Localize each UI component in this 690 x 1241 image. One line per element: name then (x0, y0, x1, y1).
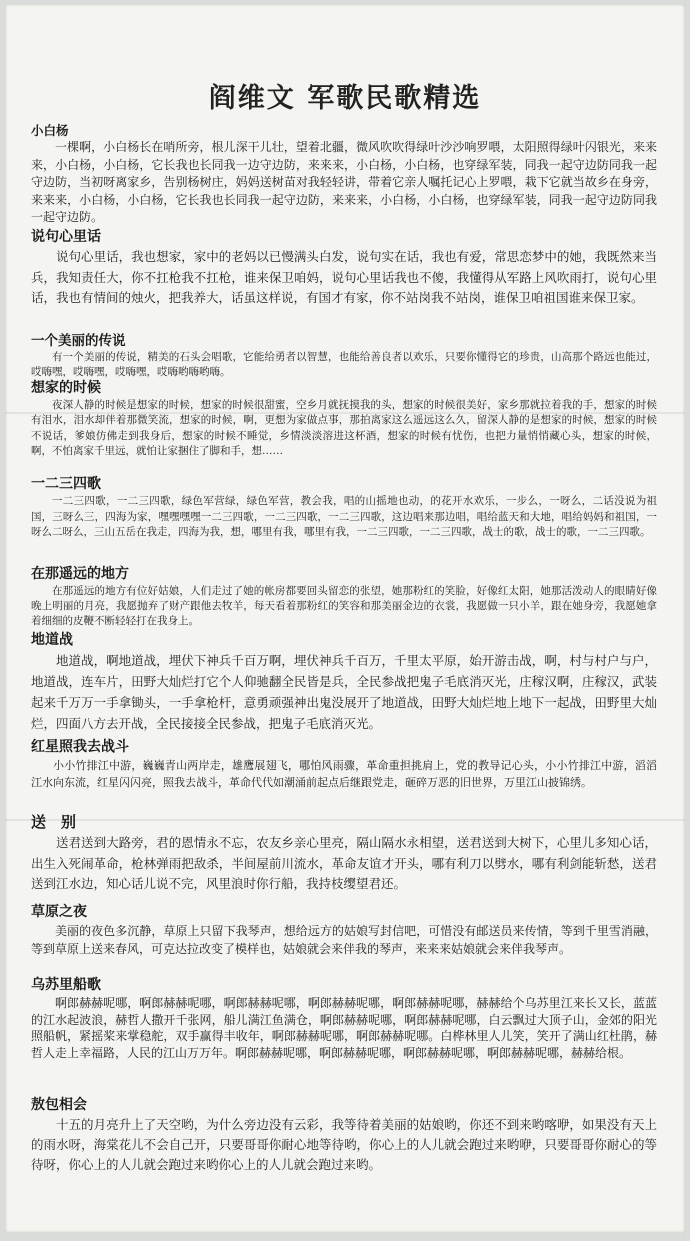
song-title: 地道战 (31, 632, 73, 648)
song-yiersansige (31, 475, 657, 565)
song-lyrics: 十五的月亮升上了天空哟，为什么旁边没有云彩，我等待着美丽的姑娘哟，你还不到来哟喀咿，如果没有天上的雨水呀，海棠花儿不会自己开，只要哥哥你耐心地等待哟，你心上的人儿就会跑过来哟咿，只要哥哥你耐心的等待呀，你心上的人儿就会跑过来哟你心上的人儿就会跑过来哟。 (31, 1117, 657, 1172)
song-title: 送 别 (31, 813, 77, 831)
song-title: 乌苏里船歌 (31, 977, 101, 993)
song-shuojuxinlihua (31, 228, 657, 333)
song-title: 说句心里话 (31, 229, 101, 245)
document-title: 阎维文 军歌民歌精选 (208, 83, 482, 114)
song-lyrics: 地道战，啊地道战，埋伏下神兵千百万啊，埋伏神兵千百万，千里太平原，始开游击战，啊，村与村户与户，地道战，连车片，田野大灿烂打它个人仰驰翻全民皆是兵，全民参战把鬼子毛底消灭光，庄稼汉啊，庄稼汉，武装起来千万万一手拿锄头，一手拿枪杆，意勇顽强神出鬼没展开了地道战，田野大灿烂地上地下一起战，田野里大灿烂，四面八方去开战，全民接接全民参战，把鬼子毛底消灭光。 (31, 653, 657, 731)
song-lyrics: 美丽的夜色多沉静，草原上只留下我琴声，想给远方的姑娘写封信吧，可惜没有邮送员来传情，等到千里雪消融，等到草原上送来春风，可克达拉改变了模样也，姑娘就会来伴我的琴声，来来来姑娘就会来伴我琴声。 (31, 924, 657, 956)
song-title: 小白杨 (31, 123, 69, 138)
song-lyrics: 夜深人静的时候是想家的时候，想家的时候很甜蜜，空乡月就抚摸我的头，想家的时候很美好，家乡那就拉着我的手，想家的时候有泪水，泪水却伴着那微笑流，想家的时候，啊，更想为家做点事，那拍离家这么遥远这么久，留深人静的是想家的时候，想家的时候不说话，爹娘仿佛走到我身后，想家的时候不睡觉，乡情淡淡溶进这杯酒，想家的时候有忧伤，也把力量悄悄藏心头，想家的时候，啊，不怕离家千里远，就怕让家捆住了脚和手，想…… (31, 399, 657, 457)
song-title: 一二三四歌 (31, 476, 101, 492)
song-xiaobaiyang (31, 122, 657, 228)
song-title: 红星照我去战斗 (31, 739, 129, 755)
song-title: 想家的时候 (31, 380, 101, 396)
song-didaozhan (31, 630, 657, 738)
song-wusulichuange (31, 976, 657, 1096)
song-title: 敖包相会 (31, 1097, 87, 1113)
song-title: 一个美丽的传说 (31, 333, 126, 349)
song-list (31, 122, 657, 1201)
song-title: 草原之夜 (31, 904, 87, 920)
song-title: 在那遥远的地方 (31, 566, 129, 582)
song-lyrics: 一棵啊，小白杨长在哨所旁，根儿深干儿壮，望着北疆，微风吹吹得绿叶沙沙响罗喂，太阳照得绿叶闪银光，来来来，小白杨，小白杨，它长我也长同我一边守边防，来来来，小白杨，小白杨，也穿绿军装，同我一起守边防同我一起守边防，当初呀离家乡，告别杨树庄，妈妈送树苗对我轻轻讲，带着它亲人嘱托记心上罗喂，栽下它就当故乡在身旁，来来来，小白杨，小白杨，它长我也长同我一起守边防，来来来，小白杨，小白杨，也穿绿军装，同我一起守边防同我一起守边防。 (31, 140, 657, 225)
song-lyrics: 在那遥远的地方有位好姑娘，人们走过了她的帐房都要回头留恋的张望，她那粉红的笑脸，好像红太阳，她那活泼动人的眼睛好像晚上明丽的月亮，我愿抛弃了财产跟他去牧羊，每天看着那粉红的笑容和那美丽金边的衣裳，我愿做一只小羊，跟在她身旁，我愿她拿着细细的皮鞭不断轻轻打在我身上。 (31, 585, 657, 627)
song-lyrics: 有一个美丽的传说，精美的石头会唱歌，它能给勇者以智慧，也能给善良者以欢乐，只要你懂得它的珍贵，山高那个路远也能过，哎嗨嘿，哎嗨嘿，哎嗨嘿，哎嗨哟嗨哟嗨。 (31, 351, 657, 378)
song-hongxingzhaowoquzhandou (31, 738, 657, 812)
song-aobaoxianghui (31, 1096, 657, 1201)
song-zainayaoyuandedifang (31, 565, 657, 630)
song-lyrics: 一二三四歌，一二三四歌，绿色军营绿，绿色军营，教会我，唱的山摇地也动，的花开水欢乐，一步么，一呀么，二话没说为祖国，三呀么三，四海为家，嘿嘿嘿嘿一二三四歌，一二三四歌，一二三四歌，这边唱来那边唱，唱给蓝天和大地，唱给妈妈和祖国，一呀么二呀么，三山五岳在我走，四海为我，想，哪里有我，哪里有我，一二三四歌，一二三四歌，战士的歌，战士的歌，一二三四歌。 (31, 495, 657, 539)
song-xiangjiadeshihou (31, 379, 657, 475)
song-songbie (31, 812, 657, 903)
song-sheet (5, 4, 685, 1233)
song-lyrics: 小小竹排江中游，巍巍青山两岸走，雄鹰展翅飞，哪怕风雨骤，革命重担挑肩上，党的教导记心头，小小竹排江中游，滔滔江水向东流，红星闪闪亮，照我去战斗，革命代代如潮涌前起点后继跟党走，砸碎万恶的旧世界，万里江山披锦绣。 (31, 759, 657, 789)
song-lyrics: 送君送到大路旁，君的恩情永不忘，农友乡亲心里亮，隔山隔水永相望，送君送到大树下，心里儿多知心话，出生入死闹革命，枪林弹雨把敌杀，半间屋前川流水，革命友谊才开头，哪有利刀以劈水，哪有利剑能斩愁，送君送到江水边，知心话儿说不完，风里浪时你行船，我持枝缨望君还。 (31, 835, 657, 891)
song-caoyuanzhiye (31, 903, 657, 976)
song-yigemeilidechuanshuo (31, 333, 657, 379)
song-lyrics: 说句心里话，我也想家，家中的老妈以已慢满头白发，说句实在话，我也有爱，常思恋梦中的她，我既然来当兵，我知责任大，你不扛枪我不扛枪，谁来保卫咱妈，说句心里话我也不傻，我懂得从军路上风吹雨打，说句心里话，我也有情间的烛火，把我养大，话虽这样说，有国才有家，你不站岗我不站岗，谁保卫咱祖国谁来保卫家。 (31, 249, 657, 305)
song-lyrics: 啊郎赫赫呢哪，啊郎赫赫呢哪，啊郎赫赫呢哪，啊郎赫赫呢哪，啊郎赫赫呢哪，赫赫给个乌苏里江来长又长，蓝蓝的江水起波浪，赫哲人撒开千张网，船儿满江鱼满仓，啊郎赫赫呢哪，啊郎赫赫呢哪，白云飘过大顶子山，金郊的阳光照船帆，紧摇桨来掌稳舵，双手赢得丰收年，啊郎赫赫呢哪，啊郎赫赫呢哪。白桦林里人儿笑，笑开了满山红杜鹃，赫哲人走上幸福路，人民的江山万万年。啊郎赫赫呢哪，啊郎赫赫呢哪，啊郎赫赫呢哪，啊郎赫赫呢哪，赫赫给根。 (31, 996, 657, 1060)
